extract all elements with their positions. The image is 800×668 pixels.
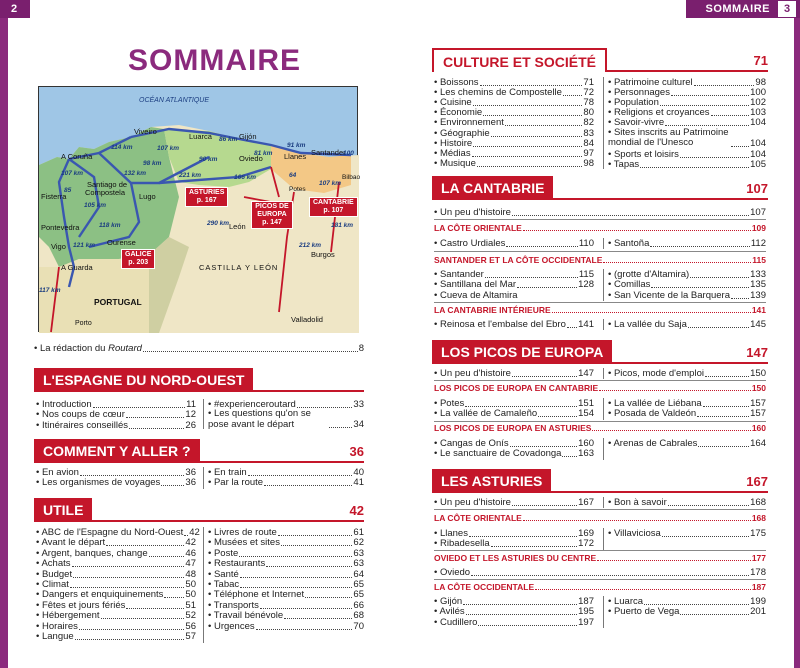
toc-entry[interactable]: • Boissons 71 [434, 77, 594, 88]
toc-entry[interactable]: • Les questions qu'on se pose avant le départ 34 [208, 408, 364, 431]
section-utile[interactable]: UTILE 42 [34, 498, 364, 522]
divider [434, 380, 766, 381]
toc-entry[interactable]: • Achats 47 [36, 558, 196, 570]
svg-text:121 km: 121 km [73, 242, 96, 249]
toc-entry[interactable]: • Cuisine 78 [434, 97, 594, 109]
toc-entry[interactable]: • Poste 63 [208, 547, 364, 559]
divider [434, 251, 766, 252]
divider [434, 550, 766, 551]
section-picos[interactable]: LOS PICOS DE EUROPA 147 [432, 340, 768, 364]
svg-text:Viveiro: Viveiro [134, 127, 157, 136]
svg-text:A Guarda: A Guarda [61, 263, 93, 272]
toc-entry[interactable]: • Puerto de Vega 201 [608, 606, 766, 618]
svg-text:181 km: 181 km [331, 222, 354, 229]
toc-entry[interactable]: • Histoire 84 [434, 137, 594, 149]
divider [434, 219, 766, 220]
left-margin-bar [0, 18, 8, 668]
svg-text:Bilbao: Bilbao [342, 174, 361, 181]
toc-entry[interactable]: • Dangers et enquiquinements 50 [36, 589, 196, 601]
toc-entry[interactable]: • Langue 57 [36, 631, 196, 642]
svg-text:Pontevedra: Pontevedra [41, 223, 80, 232]
toc-entry[interactable]: • Téléphone et Internet 65 [208, 589, 364, 601]
toc-entry[interactable]: • Introduction 11 [36, 399, 196, 410]
toc-entry[interactable]: • Ribadesella 172 [434, 538, 594, 550]
badge-asturies[interactable]: ASTURIES p. 167 [185, 187, 228, 207]
toc-entry[interactable]: • En avion 36 [36, 467, 196, 478]
toc-entry[interactable]: • Gijón 187 [434, 596, 594, 607]
toc-entry[interactable]: • Comillas 135 [608, 279, 766, 291]
column-separator [603, 497, 604, 508]
toc-entry[interactable]: • Bon à savoir 168 [608, 497, 766, 508]
toc-entry[interactable]: • Llanes 169 [434, 528, 594, 539]
svg-text:León: León [229, 222, 246, 231]
running-title: SOMMAIRE [705, 3, 770, 15]
toc-subsection[interactable]: SANTANDER ET LA CÔTE OCCIDENTALE 115 [434, 255, 766, 265]
toc-subsection[interactable]: LA CÔTE ORIENTALE 109 [434, 223, 766, 233]
svg-text:Valladolid: Valladolid [291, 315, 323, 324]
toc-entry[interactable]: • Les organismes de voyages 36 [36, 477, 196, 489]
left-page-number: 2 [4, 0, 24, 18]
svg-text:290 km: 290 km [207, 220, 230, 227]
toc-entry[interactable]: • Arenas de Cabrales 164 [608, 438, 766, 449]
toc-entry[interactable]: • Médias 97 [434, 147, 594, 159]
divider [434, 302, 766, 303]
toc-entry[interactable]: • Villaviciosa 175 [608, 528, 766, 539]
section-cantabrie[interactable]: LA CANTABRIE 107 [432, 176, 768, 200]
svg-text:91 km: 91 km [287, 142, 306, 149]
divider [434, 579, 766, 580]
toc-entry[interactable]: • Santillana del Mar 128 [434, 279, 594, 291]
svg-text:166 km: 166 km [234, 174, 257, 181]
toc-entry[interactable]: • Un peu d'histoire 107 [434, 207, 766, 218]
toc-entry[interactable]: • Savoir-vivre 104 [608, 117, 766, 129]
right-margin-bar [794, 18, 800, 668]
svg-text:Fisterra: Fisterra [41, 192, 67, 201]
map-ocean-label: OCÉAN ATLANTIQUE [139, 97, 210, 104]
svg-text:107 km: 107 km [61, 170, 84, 177]
toc-entry[interactable]: • Personnages 100 [608, 87, 766, 99]
toc-entry[interactable]: • Avant le départ 42 [36, 537, 196, 549]
badge-picos[interactable]: PICOS DE EUROPA p. 147 [251, 201, 293, 229]
toc-entry[interactable]: • Urgences 70 [208, 620, 364, 632]
svg-text:107 km: 107 km [157, 145, 180, 152]
toc-entry[interactable]: • Un peu d'histoire 147 [434, 368, 594, 379]
svg-text:85: 85 [64, 187, 72, 194]
toc-entry[interactable]: • Santé 64 [208, 568, 364, 580]
svg-text:Compostela: Compostela [85, 188, 126, 197]
toc-entry[interactable]: • Le sanctuaire de Covadonga 163 [434, 448, 594, 460]
toc-entry[interactable]: • San Vicente de la Barquera 139 [608, 289, 766, 301]
toc-entry[interactable]: • Fêtes et jours fériés 51 [36, 599, 196, 611]
svg-text:Burgos: Burgos [311, 250, 335, 259]
svg-text:114 km: 114 km [111, 144, 133, 151]
toc-entry[interactable]: • Un peu d'histoire 167 [434, 497, 594, 508]
toc-entry[interactable]: • Travail bénévole 68 [208, 610, 364, 622]
toc-entry[interactable]: • Reinosa et l'embalse del Ebro 141 [434, 319, 594, 330]
svg-text:212 km: 212 km [299, 242, 322, 249]
column-separator [603, 528, 604, 550]
toc-entry[interactable]: • Transports 66 [208, 599, 364, 611]
column-separator [203, 527, 204, 643]
toc-entry[interactable]: • Restaurants 63 [208, 558, 364, 570]
toc-entry[interactable]: • Oviedo 178 [434, 567, 766, 578]
svg-text:105 km: 105 km [84, 202, 107, 209]
toc-subsection[interactable]: LOS PICOS DE EUROPA EN ASTURIES 160 [434, 423, 766, 433]
toc-entry[interactable]: • #experienceroutard 33 [208, 399, 364, 410]
toc-entry[interactable]: • ABC de l'Espagne du Nord-Ouest 42 [36, 527, 200, 538]
toc-entry[interactable]: • Itinéraires conseillés 26 [36, 419, 196, 431]
toc-entry[interactable]: • Climat 50 [36, 579, 196, 590]
toc-entry[interactable]: • Économie 80 [434, 107, 594, 119]
svg-text:Gijón: Gijón [239, 132, 257, 141]
toc-entry[interactable]: • Avilés 195 [434, 606, 594, 618]
svg-text:100: 100 [343, 150, 354, 157]
badge-galice[interactable]: GALICE p. 203 [121, 249, 155, 269]
section-espagne[interactable]: L'ESPAGNE DU NORD-OUEST [34, 368, 364, 392]
svg-text:Santander: Santander [311, 148, 346, 157]
toc-entry[interactable]: • Luarca 199 [608, 596, 766, 607]
map-portugal-label: PORTUGAL [94, 297, 142, 307]
svg-text:90 km: 90 km [199, 156, 218, 163]
toc-entry[interactable]: • Castro Urdiales 110 [434, 238, 594, 249]
toc-entry[interactable]: • Cudillero 197 [434, 616, 594, 628]
section-comment[interactable]: COMMENT Y ALLER ? 36 [34, 439, 364, 463]
svg-text:81 km: 81 km [254, 150, 273, 157]
toc-entry[interactable]: • Horaires 56 [36, 620, 196, 632]
region-map [38, 86, 361, 332]
column-separator [603, 319, 604, 330]
svg-text:Vigo: Vigo [51, 242, 66, 251]
toc-subsection[interactable]: LOS PICOS DE EUROPA EN CANTABRIE 150 [434, 383, 766, 393]
svg-text:A Coruña: A Coruña [61, 152, 93, 161]
toc-entry[interactable]: • Musique 98 [434, 157, 594, 169]
map-castilla-label: CASTILLA Y LEÓN [199, 263, 279, 272]
column-separator [603, 77, 604, 169]
toc-entry-redaction[interactable]: • La rédaction du Routard 8 [34, 343, 364, 354]
toc-entry[interactable]: • Patrimoine culturel 98 [608, 77, 766, 88]
toc-entry[interactable]: • Musées et sites 62 [208, 537, 364, 549]
svg-text:Potes: Potes [289, 186, 306, 193]
toc-entry[interactable]: • Picos, mode d'emploi 150 [608, 368, 766, 379]
column-separator [203, 467, 204, 489]
section-culture[interactable]: CULTURE ET SOCIÉTÉ 71 [432, 48, 768, 72]
column-separator [603, 438, 604, 460]
divider [434, 421, 766, 422]
right-page-number: 3 [778, 1, 796, 17]
toc-entry[interactable]: • Santoña 112 [608, 238, 766, 249]
toc-entry[interactable]: • Santander 115 [434, 269, 594, 280]
toc-entry[interactable]: • La vallée de Liébana 157 [608, 398, 766, 409]
toc-entry[interactable]: • Géographie 83 [434, 127, 594, 139]
svg-text:Oviedo: Oviedo [239, 154, 263, 163]
svg-text:107 km: 107 km [319, 180, 342, 187]
svg-text:118 km: 118 km [99, 222, 121, 229]
toc-subsection[interactable]: LA CÔTE ORIENTALE 168 [434, 513, 766, 523]
svg-text:Lugo: Lugo [139, 192, 156, 201]
toc-entry[interactable]: • Tapas 105 [608, 158, 766, 170]
column-separator [603, 238, 604, 249]
divider [434, 509, 766, 510]
toc-entry[interactable]: • Sports et loisirs 104 [608, 148, 766, 160]
toc-entry[interactable]: • Population 102 [608, 97, 766, 109]
page-title: SOMMAIRE [128, 44, 301, 77]
svg-text:Luarca: Luarca [189, 132, 212, 141]
toc-entry[interactable]: • (grotte d'Altamira) 133 [608, 269, 766, 280]
column-separator [203, 399, 204, 429]
toc-entry[interactable]: • Budget 48 [36, 568, 196, 580]
toc-subsection[interactable]: LA CÔTE OCCIDENTALE 187 [434, 582, 766, 592]
toc-entry[interactable]: • Nos coups de cœur 12 [36, 409, 196, 421]
section-asturies[interactable]: LES ASTURIES 167 [432, 469, 768, 493]
svg-text:132 km: 132 km [124, 170, 147, 177]
toc-subsection[interactable]: OVIEDO ET LES ASTURIES DU CENTRE 177 [434, 553, 766, 563]
svg-text:Santiago de: Santiago de [87, 180, 128, 189]
svg-text:86 km: 86 km [219, 136, 238, 143]
toc-entry[interactable]: • Posada de Valdeón 157 [608, 408, 766, 420]
svg-text:221 km: 221 km [179, 172, 202, 179]
svg-text:117 km: 117 km [39, 287, 61, 294]
toc-entry[interactable]: • Sites inscrits au Patrimoine mondial de l'Unesco 104 [608, 126, 766, 149]
toc-entry[interactable]: • Religions et croyances 103 [608, 107, 766, 119]
toc-entry[interactable]: • Les chemins de Compostelle 72 [434, 87, 594, 99]
toc-entry[interactable]: • Livres de route 61 [208, 527, 364, 538]
toc-entry[interactable]: • Hébergement 52 [36, 610, 196, 622]
column-separator [603, 368, 604, 379]
toc-entry[interactable]: • Par la route 41 [208, 477, 364, 489]
svg-text:Porto: Porto [75, 320, 92, 327]
toc-subsection[interactable]: LA CANTABRIE INTÉRIEURE 141 [434, 305, 766, 315]
toc-entry[interactable]: • Cangas de Onís 160 [434, 438, 594, 449]
toc-entry[interactable]: • Argent, banques, change 46 [36, 547, 196, 559]
svg-text:98 km: 98 km [143, 160, 162, 167]
column-separator [603, 269, 604, 301]
toc-entry[interactable]: • Cueva de Altamira [434, 289, 518, 301]
column-separator [603, 596, 604, 628]
svg-text:64: 64 [289, 172, 297, 179]
toc-entry[interactable]: • Environnement 82 [434, 117, 594, 129]
toc-entry[interactable]: • La vallée du Saja 145 [608, 319, 766, 330]
svg-text:Ourense: Ourense [107, 238, 136, 247]
toc-entry[interactable]: • La vallée de Camaleño 154 [434, 408, 594, 420]
column-separator [603, 398, 604, 420]
svg-text:Llanes: Llanes [284, 152, 307, 161]
toc-entry[interactable]: • Tabac 65 [208, 579, 364, 590]
toc-entry[interactable]: • Potes 151 [434, 398, 594, 409]
badge-cantabrie[interactable]: CANTABRIE p. 107 [309, 197, 358, 217]
toc-entry[interactable]: • En train 40 [208, 467, 364, 478]
